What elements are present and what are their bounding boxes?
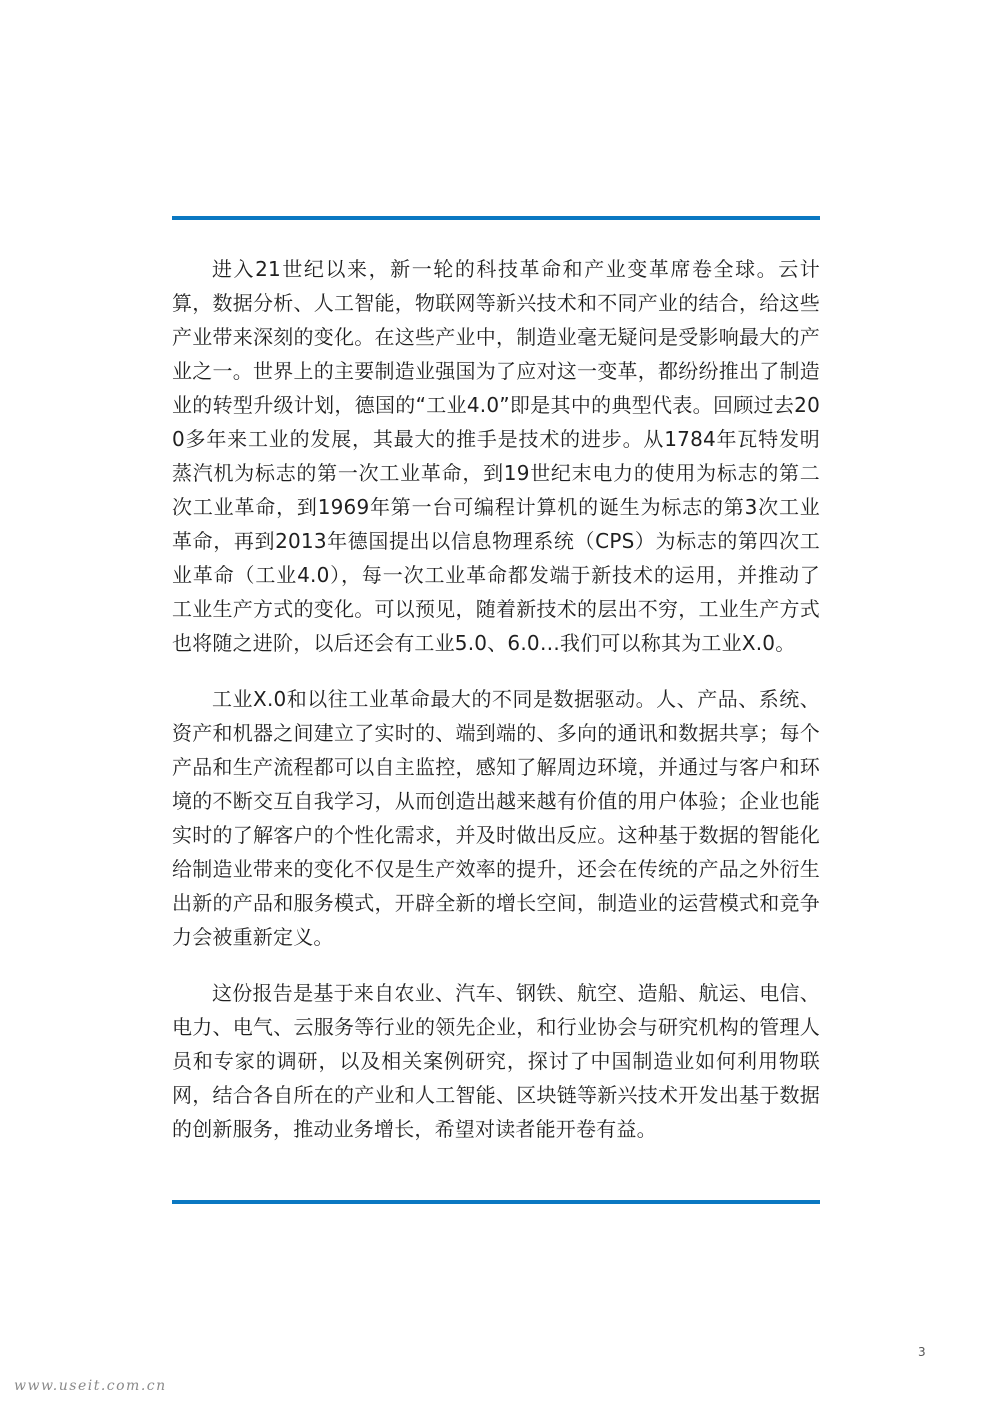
paragraph-intro: 进入21世纪以来，新一轮的科技革命和产业变革席卷全球。云计算，数据分析、人工智能，物联网等新兴技术和不同产业的结合，给这些产业带来深刻的变化。在这些产业中，制造业毫无疑问是受影响最大的产业之一。世界上的主要制造业强国为了应对这一变革，都纷纷推出了制造业的转型升级计划，德国的“工业4.0”即是其中的典型代表。回顾过去200多年来工业的发展，其最大的推手是技术的进步。从1784年瓦特发明蒸汽机为标志的第一次工业革命，到19世纪末电力的使用为标志的第二次工业革命，到1969年第一台可编程计算机的诞生为标志的第3次工业革命，再到2013年德国提出以信息物理系统（CPS）为标志的第四次工业革命（工业4.0），每一次工业革命都发端于新技术的运用，并推动了工业生产方式的变化。可以预见，随着新技术的层出不穷，工业生产方式也将随之进阶，以后还会有工业5.0、6.0…我们可以称其为工业X.0。 — [172, 257, 820, 655]
paragraph-data-driven: 工业X.0和以往工业革命最大的不同是数据驱动。人、产品、系统、资产和机器之间建立了实时的、端到端的、多向的通讯和数据共享；每个产品和生产流程都可以自主监控，感知了解周边环境，并通过与客户和环境的不断交互自我学习，从而创造出越来越有价值的用户体验；企业也能实时的了解客户的个性化需求，并及时做出反应。这种基于数据的智能化给制造业带来的变化不仅是生产效率的提升，还会在传统的产品之外衍生出新的产品和服务模式，开辟全新的增长空间，制造业的运营模式和竞争力会被重新定义。 — [172, 687, 820, 949]
bottom-divider-rule — [172, 1200, 820, 1204]
page-number: 3 — [918, 1345, 926, 1359]
paragraph-report-scope: 这份报告是基于来自农业、汽车、钢铁、航空、造船、航运、电信、电力、电气、云服务等行业的领先企业，和行业协会与研究机构的管理人员和专家的调研，以及相关案例研究，探讨了中国制造业如何利用物联网，结合各自所在的产业和人工智能、区块链等新兴技术开发出基于数据的创新服务，推动业务增长，希望对读者能开卷有益。 — [172, 981, 820, 1141]
top-divider-rule — [172, 216, 820, 220]
watermark: www.useit.com.cn — [14, 1378, 167, 1394]
body-text — [172, 252, 820, 1146]
